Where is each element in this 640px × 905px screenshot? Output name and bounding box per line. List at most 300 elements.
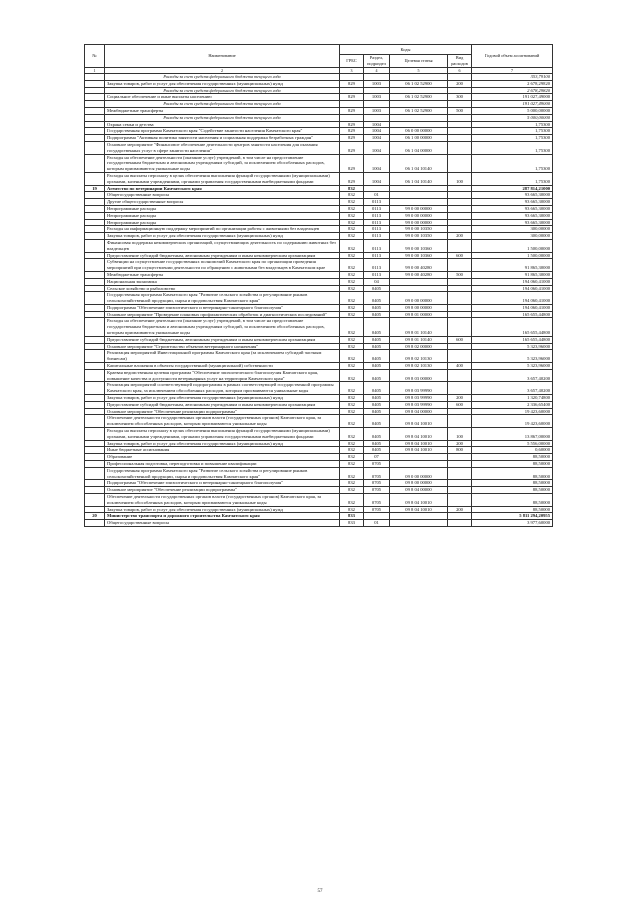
amount-cell: 5 323,96000: [472, 343, 553, 350]
section-cell: 0113: [364, 212, 390, 219]
article-cell: [390, 185, 448, 192]
article-cell: 09 8 04 10010: [390, 440, 448, 447]
table-row: [85, 428, 553, 441]
article-cell: 09 8 01 00000: [390, 311, 448, 318]
grbs-cell: 829: [340, 141, 364, 154]
grbs-cell: 832: [340, 401, 364, 408]
row-number-cell: [85, 135, 105, 142]
row-number-cell: [85, 487, 105, 494]
article-cell: 99 0 00 10350: [390, 226, 448, 233]
table-row: [85, 239, 553, 252]
vid-cell: [448, 292, 472, 305]
row-name-cell: Краевая ведомственная целевая программа "Обеспечение эпизоотического благополучия Камчатского края, повышение качества и доступности ветеринарных услуг на территории Камчатского края": [105, 369, 340, 382]
table-row: [85, 271, 553, 278]
amount-cell: 5 556,00000: [472, 440, 553, 447]
section-cell: 0405: [364, 440, 390, 447]
row-name-cell: Агентство по ветеринарии Камчатского края: [105, 185, 340, 192]
table-row: [85, 395, 553, 402]
amount-cell: 0,60000: [472, 447, 553, 454]
grbs-cell: 832: [340, 454, 364, 461]
table-row: [85, 480, 553, 487]
table-row: [85, 107, 553, 114]
row-number-cell: [85, 87, 105, 94]
amount-cell: 1 500,00000: [472, 239, 553, 252]
table-row: [85, 415, 553, 428]
grbs-cell: 832: [340, 343, 364, 350]
article-cell: 06 1 02 52900: [390, 94, 448, 101]
header-no: №: [85, 45, 105, 68]
vid-cell: [448, 408, 472, 415]
amount-cell: 191 027,49000: [472, 101, 553, 108]
grbs-cell: 832: [340, 395, 364, 402]
section-cell: 0405: [364, 318, 390, 336]
row-name-cell: Иные бюджетные ассигнования: [105, 447, 340, 454]
row-name-cell: Обеспечение деятельности государственных органов власти (государственных органов) Камчатского края, за исключением обособленных расходов, которым присваиваются уникальные коды: [105, 415, 340, 428]
section-cell: 1004: [364, 135, 390, 142]
amount-cell: 165 655,44800: [472, 336, 553, 343]
vid-cell: [448, 141, 472, 154]
vid-cell: [448, 318, 472, 336]
amount-cell: 5 323,96000: [472, 363, 553, 370]
table-row: [85, 506, 553, 513]
amount-cell: 5 811 294,20955: [472, 513, 553, 520]
row-name-cell: Межбюджетные трансферты: [105, 107, 340, 114]
index-cell: 2: [105, 68, 340, 74]
row-name-cell: Подпрограмма "Обеспечение эпизоотического и ветеринарно-санитарного благополучия": [105, 304, 340, 311]
table-row: [85, 154, 553, 172]
section-cell: 0113: [364, 226, 390, 233]
row-number-cell: [85, 101, 105, 108]
article-cell: 99 0 00 00000: [390, 219, 448, 226]
row-number-cell: [85, 467, 105, 480]
section-cell: 0405: [364, 311, 390, 318]
row-number-cell: [85, 121, 105, 128]
vid-cell: 600: [448, 252, 472, 259]
grbs-cell: 832: [340, 350, 364, 363]
grbs-cell: 833: [340, 513, 364, 520]
row-number-cell: [85, 336, 105, 343]
table-row: [85, 205, 553, 212]
amount-cell: 191 027,49000: [472, 94, 553, 101]
row-number-cell: 19: [85, 185, 105, 192]
section-cell: 0405: [364, 395, 390, 402]
article-cell: 09 8 04 00000: [390, 408, 448, 415]
row-number-cell: [85, 172, 105, 185]
amount-cell: 1,75300: [472, 128, 553, 135]
amount-cell: 88,50000: [472, 487, 553, 494]
amount-cell: 1,75300: [472, 172, 553, 185]
amount-cell: 93 665,30000: [472, 199, 553, 206]
row-name-cell: Образование: [105, 454, 340, 461]
grbs-cell: 829: [340, 80, 364, 87]
row-name-cell: Основное мероприятие "Обеспечение реализации подпрограммы": [105, 408, 340, 415]
table-row: [85, 172, 553, 185]
row-name-cell: Закупка товаров, работ и услуг для обеспечения государственных (муниципальных) нужд: [105, 506, 340, 513]
vid-cell: 200: [448, 395, 472, 402]
vid-cell: 100: [448, 428, 472, 441]
row-name-cell: Профессиональная подготовка, переподготовка и повышение квалификации: [105, 461, 340, 468]
row-name-cell: Государственная программа Камчатского края "Развитие сельского хозяйства и регулирование рынков сельскохозяйственной продукции, сырья и продовольствия Камчатского края": [105, 467, 340, 480]
article-cell: 09 8 01 10140: [390, 318, 448, 336]
vid-cell: [448, 74, 472, 81]
row-number-cell: [85, 428, 105, 441]
row-name-cell: Межбюджетные трансферты: [105, 271, 340, 278]
article-cell: 09 0 00 00000: [390, 467, 448, 480]
table-row: [85, 101, 553, 108]
row-name-cell: Другие общегосударственные вопросы: [105, 199, 340, 206]
section-cell: 0405: [364, 382, 390, 395]
grbs-cell: 832: [340, 480, 364, 487]
row-number-cell: [85, 233, 105, 240]
grbs-cell: 832: [340, 415, 364, 428]
row-name-cell: Расходы на выплаты персоналу в целях обеспечения выполнения функций государственными (муниципальными) органами, казенными учреждениями, органами управления государственными внебюджетными фондами: [105, 428, 340, 441]
article-cell: 06 1 04 00000: [390, 141, 448, 154]
header-section: Раздел, подраздел: [364, 55, 390, 68]
row-number-cell: [85, 252, 105, 259]
row-number-cell: [85, 454, 105, 461]
table-row: [85, 311, 553, 318]
section-cell: [364, 513, 390, 520]
section-cell: 0405: [364, 428, 390, 441]
vid-cell: 100: [448, 172, 472, 185]
vid-cell: [448, 494, 472, 507]
vid-cell: [448, 192, 472, 199]
row-number-cell: [85, 107, 105, 114]
grbs-cell: 832: [340, 447, 364, 454]
row-number-cell: [85, 318, 105, 336]
table-row: [85, 278, 553, 285]
grbs-cell: 832: [340, 192, 364, 199]
vid-cell: [448, 239, 472, 252]
grbs-cell: [340, 114, 364, 121]
table-body: [85, 74, 553, 527]
amount-cell: 194 060,41000: [472, 304, 553, 311]
grbs-cell: 832: [340, 226, 364, 233]
grbs-cell: 832: [340, 304, 364, 311]
index-cell: 6: [448, 68, 472, 74]
amount-cell: 2 336,65400: [472, 401, 553, 408]
row-name-cell: Расходы за счет средств федерального бюджета текущего года: [105, 74, 340, 81]
row-number-cell: [85, 205, 105, 212]
amount-cell: 300,00000: [472, 226, 553, 233]
row-number-cell: [85, 363, 105, 370]
vid-cell: [448, 219, 472, 226]
vid-cell: [448, 128, 472, 135]
amount-cell: 1,75300: [472, 135, 553, 142]
row-name-cell: Общегосударственные вопросы: [105, 520, 340, 527]
vid-cell: [448, 415, 472, 428]
table-row: [85, 447, 553, 454]
table-row: [85, 304, 553, 311]
grbs-cell: 832: [340, 292, 364, 305]
row-name-cell: Министерство транспорта и дорожного строительства Камчатского края: [105, 513, 340, 520]
table-row: [85, 454, 553, 461]
row-number-cell: [85, 292, 105, 305]
vid-cell: 200: [448, 80, 472, 87]
section-cell: 1003: [364, 80, 390, 87]
vid-cell: 800: [448, 447, 472, 454]
index-cell: 1: [85, 68, 105, 74]
row-number-cell: [85, 128, 105, 135]
section-cell: 0113: [364, 271, 390, 278]
amount-cell: 2 678,29820: [472, 87, 553, 94]
vid-cell: [448, 87, 472, 94]
index-cell: 4: [364, 68, 390, 74]
budget-table: [84, 44, 553, 527]
grbs-cell: 832: [340, 259, 364, 272]
section-cell: 0405: [364, 415, 390, 428]
amount-cell: 1 320,74800: [472, 395, 553, 402]
amount-cell: 165 655,44800: [472, 318, 553, 336]
article-cell: [390, 285, 448, 292]
section-cell: 0705: [364, 487, 390, 494]
vid-cell: [448, 343, 472, 350]
grbs-cell: [340, 87, 364, 94]
row-name-cell: Непрограммные расходы: [105, 219, 340, 226]
row-name-cell: Предоставление субсидий бюджетным, автономным учреждениям и иным некоммерческим организациям: [105, 252, 340, 259]
grbs-cell: 829: [340, 94, 364, 101]
article-cell: [390, 101, 448, 108]
section-cell: [364, 185, 390, 192]
vid-cell: [448, 285, 472, 292]
vid-cell: [448, 369, 472, 382]
table-row: [85, 199, 553, 206]
table-row: [85, 382, 553, 395]
article-cell: 99 0 00 40280: [390, 271, 448, 278]
header-row-1: [85, 45, 553, 55]
section-cell: 0405: [364, 363, 390, 370]
header-grbs: ГРБС: [340, 55, 364, 68]
row-number-cell: [85, 239, 105, 252]
row-name-cell: Подпрограмма "Обеспечение эпизоотического и ветеринарно-санитарного благополучия": [105, 480, 340, 487]
index-cell: 7: [472, 68, 553, 74]
article-cell: 09 8 01 10140: [390, 336, 448, 343]
index-cell: 3: [340, 68, 364, 74]
section-cell: 0113: [364, 252, 390, 259]
row-name-cell: Закупка товаров, работ и услуг для обеспечения государственных (муниципальных) нужд: [105, 440, 340, 447]
vid-cell: 200: [448, 233, 472, 240]
vid-cell: [448, 135, 472, 142]
grbs-cell: 832: [340, 369, 364, 382]
grbs-cell: 832: [340, 311, 364, 318]
table-row: [85, 259, 553, 272]
row-name-cell: Финансовая поддержка некоммерческих организаций, осуществляющих деятельность по содержанию животных без владельцев: [105, 239, 340, 252]
article-cell: 06 0 00 00000: [390, 128, 448, 135]
row-number-cell: [85, 154, 105, 172]
vid-cell: [448, 121, 472, 128]
amount-cell: 2 678,29820: [472, 80, 553, 87]
grbs-cell: 832: [340, 487, 364, 494]
section-cell: 0113: [364, 259, 390, 272]
row-name-cell: Основное мероприятие "Финансовое обеспечение деятельности центров занятости населения для оказания государственных услуг в сфере занятости населения": [105, 141, 340, 154]
grbs-cell: 832: [340, 318, 364, 336]
grbs-cell: 832: [340, 239, 364, 252]
grbs-cell: 832: [340, 219, 364, 226]
grbs-cell: 832: [340, 233, 364, 240]
amount-cell: 194 060,41000: [472, 292, 553, 305]
section-cell: 0405: [364, 408, 390, 415]
section-cell: 1004: [364, 121, 390, 128]
vid-cell: 600: [448, 336, 472, 343]
row-number-cell: [85, 401, 105, 408]
table-row: [85, 141, 553, 154]
row-number-cell: [85, 212, 105, 219]
section-cell: 0705: [364, 480, 390, 487]
row-number-cell: [85, 343, 105, 350]
grbs-cell: 832: [340, 467, 364, 480]
section-cell: 0113: [364, 219, 390, 226]
table-row: [85, 80, 553, 87]
row-name-cell: Национальная экономика: [105, 278, 340, 285]
article-cell: 99 0 00 10360: [390, 252, 448, 259]
table-row: [85, 135, 553, 142]
amount-cell: 88,50000: [472, 480, 553, 487]
section-cell: 07: [364, 454, 390, 461]
row-number-cell: [85, 192, 105, 199]
section-cell: 04: [364, 278, 390, 285]
row-name-cell: Государственная программа Камчатского края "Развитие сельского хозяйства и регулирование рынков сельскохозяйственной продукции, сырья и продовольствия Камчатского края": [105, 292, 340, 305]
table-row: [85, 336, 553, 343]
article-cell: 06 1 02 52900: [390, 107, 448, 114]
table-row: [85, 87, 553, 94]
vid-cell: [448, 487, 472, 494]
section-cell: 0405: [364, 401, 390, 408]
row-name-cell: Основное мероприятие "Обеспечение реализации подпрограммы": [105, 487, 340, 494]
row-name-cell: Расходы на обеспечение деятельности (оказание услуг) учреждений, в том числе на предоставление государственным бюджетным и автономным учреждениям субсидий, за исключением обособленных расходов, которым присваиваются уникальные коды: [105, 318, 340, 336]
grbs-cell: 832: [340, 185, 364, 192]
table-row: [85, 440, 553, 447]
vid-cell: 400: [448, 363, 472, 370]
section-cell: 0113: [364, 239, 390, 252]
row-number-cell: [85, 114, 105, 121]
row-name-cell: Расходы на информационную поддержку мероприятий по организации работы с животными без владельцев: [105, 226, 340, 233]
grbs-cell: 829: [340, 121, 364, 128]
article-cell: 09 8 02 00000: [390, 343, 448, 350]
budget-table-sheet: [84, 44, 552, 527]
vid-cell: [448, 185, 472, 192]
vid-cell: [448, 278, 472, 285]
grbs-cell: 832: [340, 199, 364, 206]
table-row: [85, 192, 553, 199]
section-cell: 0705: [364, 461, 390, 468]
row-name-cell: Общегосударственные вопросы: [105, 192, 340, 199]
grbs-cell: 832: [340, 252, 364, 259]
section-cell: 0113: [364, 205, 390, 212]
section-cell: 0405: [364, 292, 390, 305]
amount-cell: 1 500,00000: [472, 252, 553, 259]
row-number-cell: [85, 350, 105, 363]
section-cell: 0405: [364, 343, 390, 350]
article-cell: 09 8 02 10130: [390, 363, 448, 370]
table-row: [85, 252, 553, 259]
table-row: [85, 363, 553, 370]
article-cell: 99 0 00 00000: [390, 212, 448, 219]
section-cell: 1004: [364, 141, 390, 154]
vid-cell: [448, 199, 472, 206]
section-cell: 01: [364, 520, 390, 527]
section-cell: 1004: [364, 154, 390, 172]
amount-cell: 88,50000: [472, 467, 553, 480]
row-number-cell: [85, 285, 105, 292]
row-number-cell: [85, 506, 105, 513]
amount-cell: 88,50000: [472, 506, 553, 513]
section-cell: 0405: [364, 285, 390, 292]
row-number-cell: [85, 141, 105, 154]
vid-cell: [448, 212, 472, 219]
row-name-cell: Сельское хозяйство и рыболовство: [105, 285, 340, 292]
amount-cell: 3 657,40200: [472, 382, 553, 395]
table-row: [85, 369, 553, 382]
article-cell: 09 8 04 10010: [390, 447, 448, 454]
section-cell: 1003: [364, 94, 390, 101]
vid-cell: [448, 382, 472, 395]
section-cell: 1004: [364, 172, 390, 185]
grbs-cell: 832: [340, 278, 364, 285]
amount-cell: 91 865,30000: [472, 271, 553, 278]
article-cell: 99 0 00 00000: [390, 205, 448, 212]
amount-cell: 1,75300: [472, 141, 553, 154]
row-name-cell: Закупка товаров, работ и услуг для обеспечения государственных (муниципальных) нужд: [105, 80, 340, 87]
row-name-cell: Расходы на обеспечение деятельности (оказание услуг) учреждений, в том числе на предоставление государственным бюджетным и автономным учреждениям субсидий, за исключением обособленных расходов, которым присваиваются уникальные коды: [105, 154, 340, 172]
row-name-cell: Реализация мероприятий Инвестиционной программы Камчатского края (за исключением субсидий частным бизнесам): [105, 350, 340, 363]
amount-cell: 3 657,40200: [472, 369, 553, 382]
vid-cell: [448, 114, 472, 121]
vid-cell: [448, 226, 472, 233]
grbs-cell: 832: [340, 382, 364, 395]
article-cell: 09 8 00 00000: [390, 304, 448, 311]
row-name-cell: Расходы за счет средств федерального бюджета текущего года: [105, 114, 340, 121]
amount-cell: 5 000,00000: [472, 114, 553, 121]
grbs-cell: 832: [340, 428, 364, 441]
page-number: 57: [317, 889, 323, 894]
amount-cell: 5 323,96000: [472, 350, 553, 363]
header-name: Наименование: [105, 45, 340, 68]
amount-cell: 3 977,60000: [472, 520, 553, 527]
row-name-cell: Непрограммные расходы: [105, 212, 340, 219]
row-number-cell: [85, 447, 105, 454]
grbs-cell: 829: [340, 135, 364, 142]
grbs-cell: 832: [340, 212, 364, 219]
section-cell: 0405: [364, 369, 390, 382]
row-number-cell: [85, 199, 105, 206]
table-row: [85, 121, 553, 128]
article-cell: 09 8 00 00000: [390, 480, 448, 487]
amount-cell: 1,75300: [472, 154, 553, 172]
amount-cell: 194 060,41000: [472, 285, 553, 292]
vid-cell: [448, 461, 472, 468]
article-cell: 06 1 00 00000: [390, 135, 448, 142]
article-cell: 06 1 04 10140: [390, 172, 448, 185]
amount-cell: 1,75300: [472, 121, 553, 128]
grbs-cell: [340, 74, 364, 81]
grbs-cell: 832: [340, 336, 364, 343]
article-cell: 09 8 04 10010: [390, 506, 448, 513]
amount-cell: 287 814,21000: [472, 185, 553, 192]
table-row: [85, 233, 553, 240]
row-number-cell: [85, 395, 105, 402]
section-cell: [364, 87, 390, 94]
article-cell: [390, 74, 448, 81]
row-name-cell: Расходы за счет средств федерального бюджета текущего года: [105, 87, 340, 94]
article-cell: 09 8 03 99990: [390, 382, 448, 395]
table-row: [85, 219, 553, 226]
grbs-cell: 832: [340, 440, 364, 447]
row-number-cell: [85, 520, 105, 527]
amount-cell: 353,79100: [472, 74, 553, 81]
row-number-cell: [85, 94, 105, 101]
row-name-cell: Социальное обеспечение и иные выплаты населению: [105, 94, 340, 101]
article-cell: [390, 278, 448, 285]
